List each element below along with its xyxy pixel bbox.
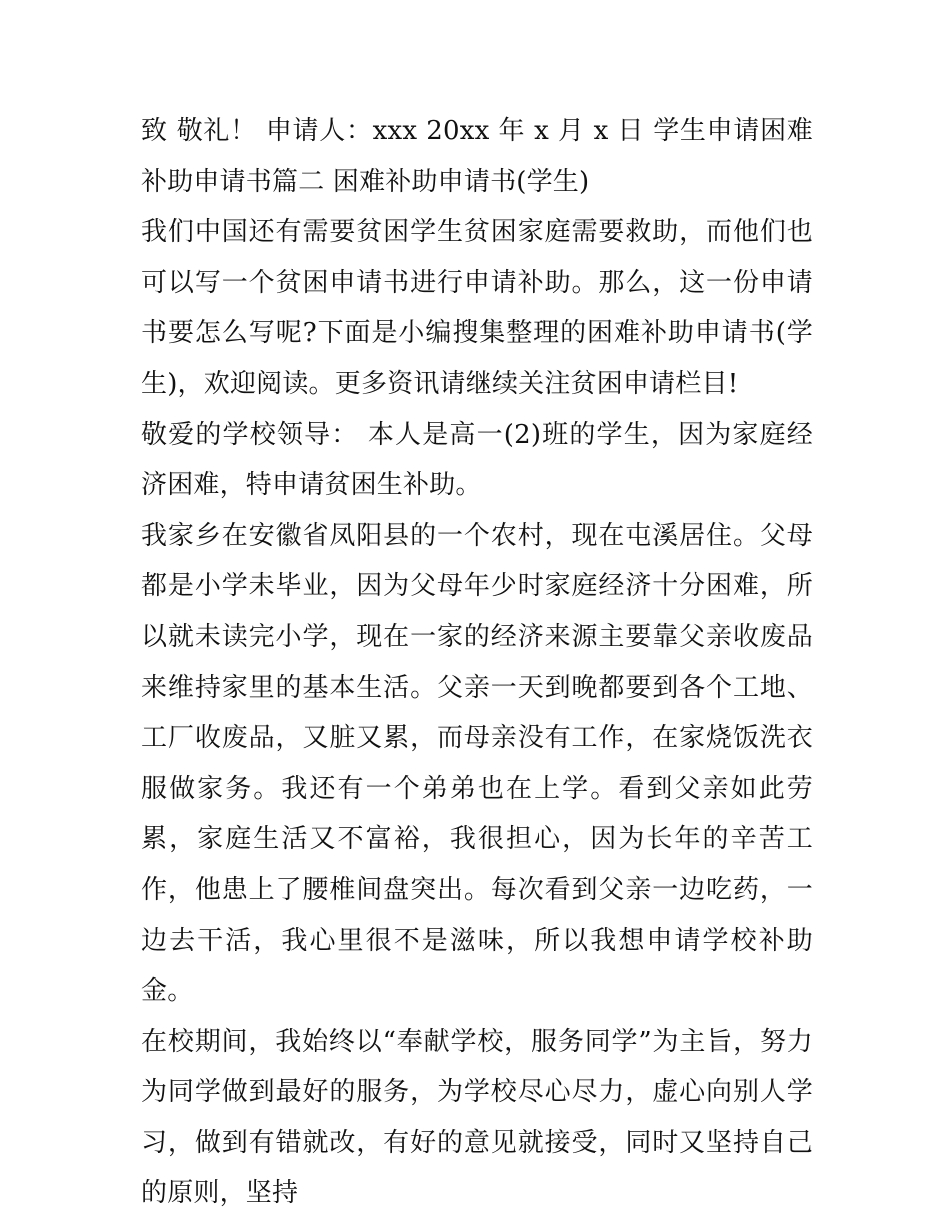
paragraph-family-situation: 我家乡在安徽省凤阳县的一个农村，现在屯溪居住。父母都是小学未毕业，因为父母年少时家庭经济十分困难，所以就未读完小学，现在一家的经济来源主要靠父亲收废品来维持家里的基本生活。父亲一天到晚都要到各个工地、工厂收废品，又脏又累，而母亲没有工作，在家烧饭洗衣服做家务。我还有一个弟弟也在上学。看到父亲如此劳累，家庭生活又不富裕，我很担心，因为长年的辛苦工作，他患上了腰椎间盘突出。每次看到父亲一边吃药，一边去干活，我心里很不是滋味，所以我想申请学校补助金。	[141, 520, 813, 1007]
paragraph-intro: 我们中国还有需要贫困学生贫困家庭需要救助，而他们也可以写一个贫困申请书进行申请补助。那么，这一份申请书要怎么写呢?下面是小编搜集整理的困难补助申请书(学生)，欢迎阅读。更多资讯请继续关注贫困申请栏目!	[141, 217, 813, 399]
paragraph-school-conduct: 在校期间，我始终以“奉献学校，服务同学”为主旨，努力为同学做到最好的服务，为学校尽心尽力，虚心向别人学习，做到有错就改，有好的意见就接受，同时又坚持自己的原则，坚持	[141, 1026, 813, 1209]
document-body	[141, 106, 813, 1219]
paragraph-closing-and-title: 致 敬礼！ 申请人：xxx 20xx 年 x 月 x 日 学生申请困难补助申请书篇二 困难补助申请书(学生)	[141, 116, 813, 197]
paragraph-salutation: 敬爱的学校领导： 本人是高一(2)班的学生，因为家庭经济困难，特申请贫困生补助。	[141, 419, 813, 501]
